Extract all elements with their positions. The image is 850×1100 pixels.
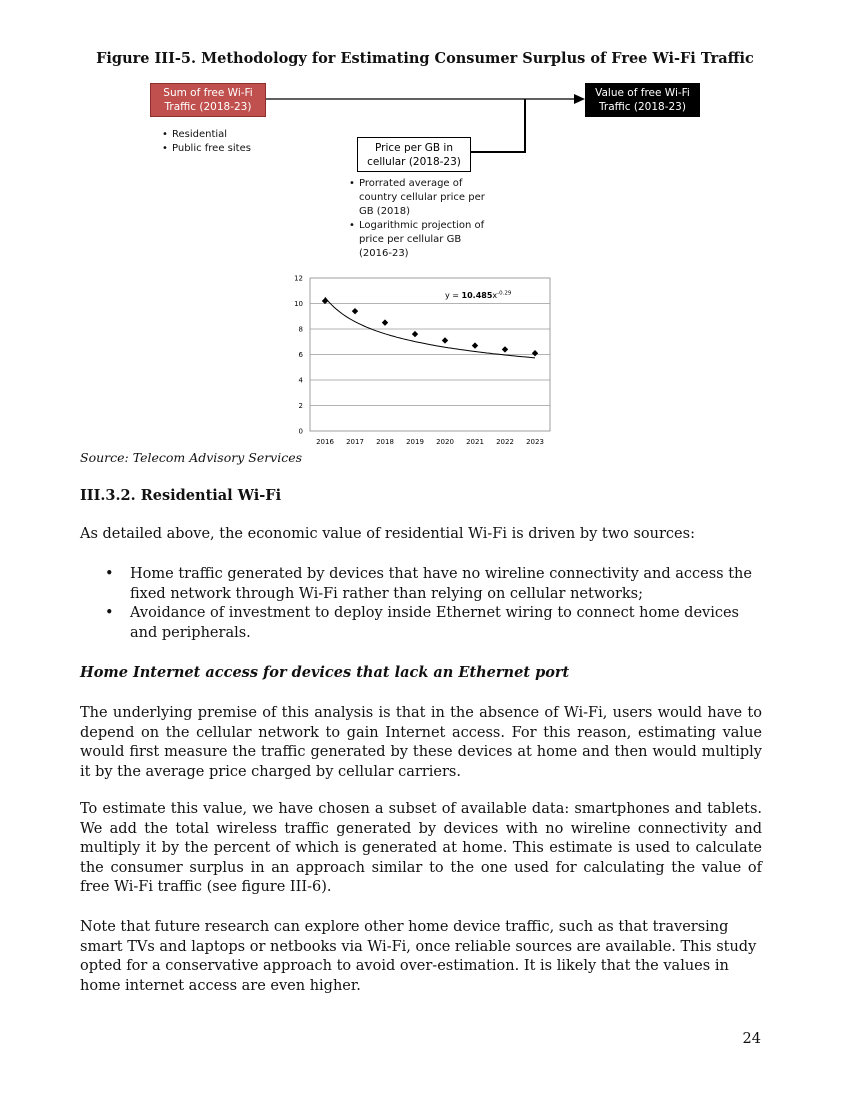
equation-coefficient: 10.485 (461, 291, 493, 300)
y-tick-label: 12 (294, 274, 303, 283)
box-value-line2: Traffic (2018-23) (599, 101, 686, 113)
y-tick-label: 0 (298, 427, 303, 436)
intro-paragraph: As detailed above, the economic value of residential Wi-Fi is driven by two sources: (80, 526, 695, 542)
sum-bullet-item: • Residential (162, 128, 302, 142)
x-tick-label: 2016 (316, 438, 334, 446)
price-trend-chart (285, 270, 560, 450)
y-tick-labels (294, 275, 303, 436)
box-sum-line1: Sum of free Wi-Fi (163, 87, 253, 99)
sum-free-wifi-traffic-box (150, 83, 266, 117)
sum-bullet-list (162, 128, 302, 156)
price-bullet-list (349, 177, 494, 261)
price-bullet-item: • Logarithmic projection of price per cellular GB (2016-23) (349, 219, 494, 261)
price-bullet-item: • Prorrated average of country cellular price per GB (2018) (349, 177, 494, 219)
sum-bullet-item: • Public free sites (162, 142, 302, 156)
x-tick-labels (316, 438, 544, 446)
section-heading: III.3.2. Residential Wi-Fi (80, 487, 282, 504)
x-tick-label: 2019 (406, 438, 424, 446)
x-tick-label: 2022 (496, 438, 514, 446)
y-tick-label: 10 (294, 300, 303, 308)
arrowhead (574, 94, 585, 104)
page-number: 24 (742, 1031, 761, 1047)
x-tick-label: 2020 (436, 438, 454, 446)
paragraph-future-research: Note that future research can explore other home device traffic, such as that traversing smart TVs and laptops or netbooks via Wi-Fi, once reliable sources are available. This study opted for a conservative approach to avoid over-estimation. It is likely that the values in home internet access are even higher. (80, 919, 757, 994)
box-price-line2: cellular (2018-23) (367, 155, 461, 168)
box-price-line1: Price per GB in (375, 141, 453, 154)
figure-source: Source: Telecom Advisory Services (80, 450, 303, 465)
value-free-wifi-traffic-box (585, 83, 700, 117)
figure-title: Figure III-5. Methodology for Estimating Consumer Surplus of Free Wi-Fi Traffic (96, 50, 754, 67)
list-item: • Avoidance of investment to deploy inside Ethernet wiring to connect home devices and peripherals. (80, 604, 762, 643)
y-tick-label: 8 (298, 325, 303, 334)
box-sum-line2: Traffic (2018-23) (164, 101, 252, 113)
equation-prefix: y = (445, 291, 462, 300)
sources-bullet-list (80, 565, 762, 643)
price-per-gb-box (357, 137, 471, 172)
x-tick-label: 2018 (376, 438, 394, 446)
y-tick-label: 4 (298, 376, 303, 385)
x-tick-label: 2021 (466, 438, 484, 446)
equation-variable: x (492, 291, 498, 300)
price-connector (471, 99, 525, 152)
equation-exponent: -0.29 (497, 290, 512, 297)
list-item: • Home traffic generated by devices that have no wireline connectivity and access the fixed network through Wi-Fi rather than relying on cellular networks; (80, 565, 762, 604)
y-tick-label: 6 (298, 351, 303, 359)
paragraph-premise: The underlying premise of this analysis is that in the absence of Wi-Fi, users would have to depend on the cellular network to gain Internet access. For this reason, estimating value would first measure the traffic generated by these devices at home and then would multiply it by the average price charged by cellular carriers. (80, 705, 762, 780)
x-tick-label: 2023 (526, 438, 544, 446)
x-tick-label: 2017 (346, 438, 364, 446)
y-tick-label: 2 (298, 402, 303, 410)
subsection-heading: Home Internet access for devices that lack an Ethernet port (80, 664, 570, 681)
box-value-line1: Value of free Wi-Fi (595, 87, 690, 99)
paragraph-estimate: To estimate this value, we have chosen a subset of available data: smartphones and tablets. We add the total wireless traffic generated by devices with no wireline connectivity and multiply it by the percent of which is generated at home. This estimate is used to calculate the consumer surplus in an approach similar to the one used for calculating the value of free Wi-Fi traffic (see figure III-6). (80, 801, 762, 895)
